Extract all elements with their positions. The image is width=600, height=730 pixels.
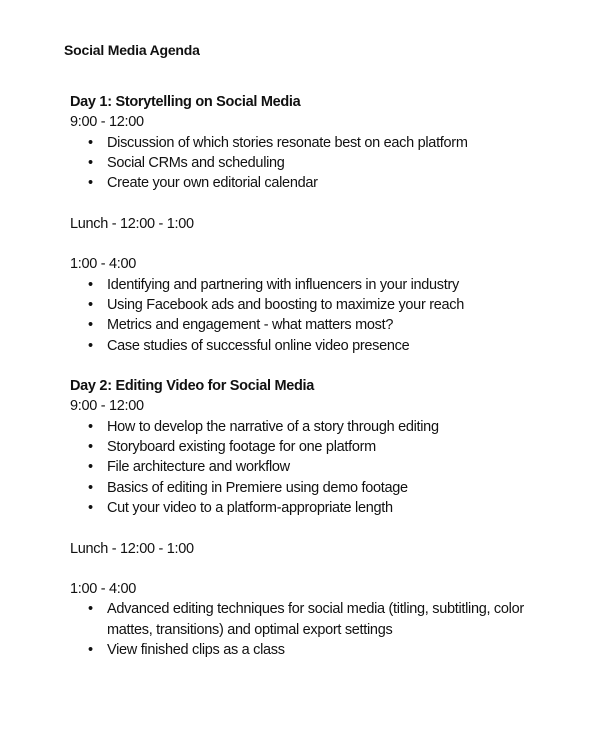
list-item: • Metrics and engagement - what matters most?: [70, 315, 590, 335]
day1-heading: Day 1: Storytelling on Social Media: [70, 94, 301, 110]
day2-morning-time: 9:00 - 12:00: [70, 398, 144, 415]
list-item: • View finished clips as a class: [70, 640, 590, 660]
document-title: Social Media Agenda: [64, 42, 200, 58]
day2-heading: Day 2: Editing Video for Social Media: [70, 378, 315, 395]
list-item: • Create your own editorial calendar: [70, 173, 590, 193]
list-item: • Advanced editing techniques for social media (titling, subtitling, color mattes, transitions) and optimal export settings: [70, 599, 547, 640]
list-item: • Basics of editing in Premiere using demo footage: [70, 478, 590, 498]
day1-lunch: Lunch - 12:00 - 1:00: [70, 215, 194, 232]
list-item: • How to develop the narrative of a story through editing: [70, 417, 590, 437]
day1-morning-list: [70, 133, 590, 194]
list-item: • Cut your video to a platform-appropriate length: [70, 498, 590, 518]
list-item: • Discussion of which stories resonate best on each platform: [70, 133, 590, 153]
day2-afternoon-list: [70, 599, 590, 660]
day2-lunch: Lunch - 12:00 - 1:00: [70, 540, 194, 557]
list-item: • Case studies of successful online video presence: [70, 336, 590, 356]
day2-morning-list: [70, 417, 590, 518]
list-item: • Identifying and partnering with influencers in your industry: [70, 275, 590, 295]
list-item: • File architecture and workflow: [70, 457, 590, 477]
list-item: • Social CRMs and scheduling: [70, 153, 590, 173]
day1-afternoon-list: [70, 275, 590, 356]
day1-afternoon-time: 1:00 - 4:00: [70, 256, 137, 273]
list-item: • Storyboard existing footage for one platform: [70, 437, 590, 457]
list-item: • Using Facebook ads and boosting to maximize your reach: [70, 295, 590, 315]
day2-afternoon-time: 1:00 - 4:00: [70, 581, 137, 598]
day1-morning-time: 9:00 - 12:00: [70, 114, 144, 131]
agenda-content: [70, 92, 590, 660]
